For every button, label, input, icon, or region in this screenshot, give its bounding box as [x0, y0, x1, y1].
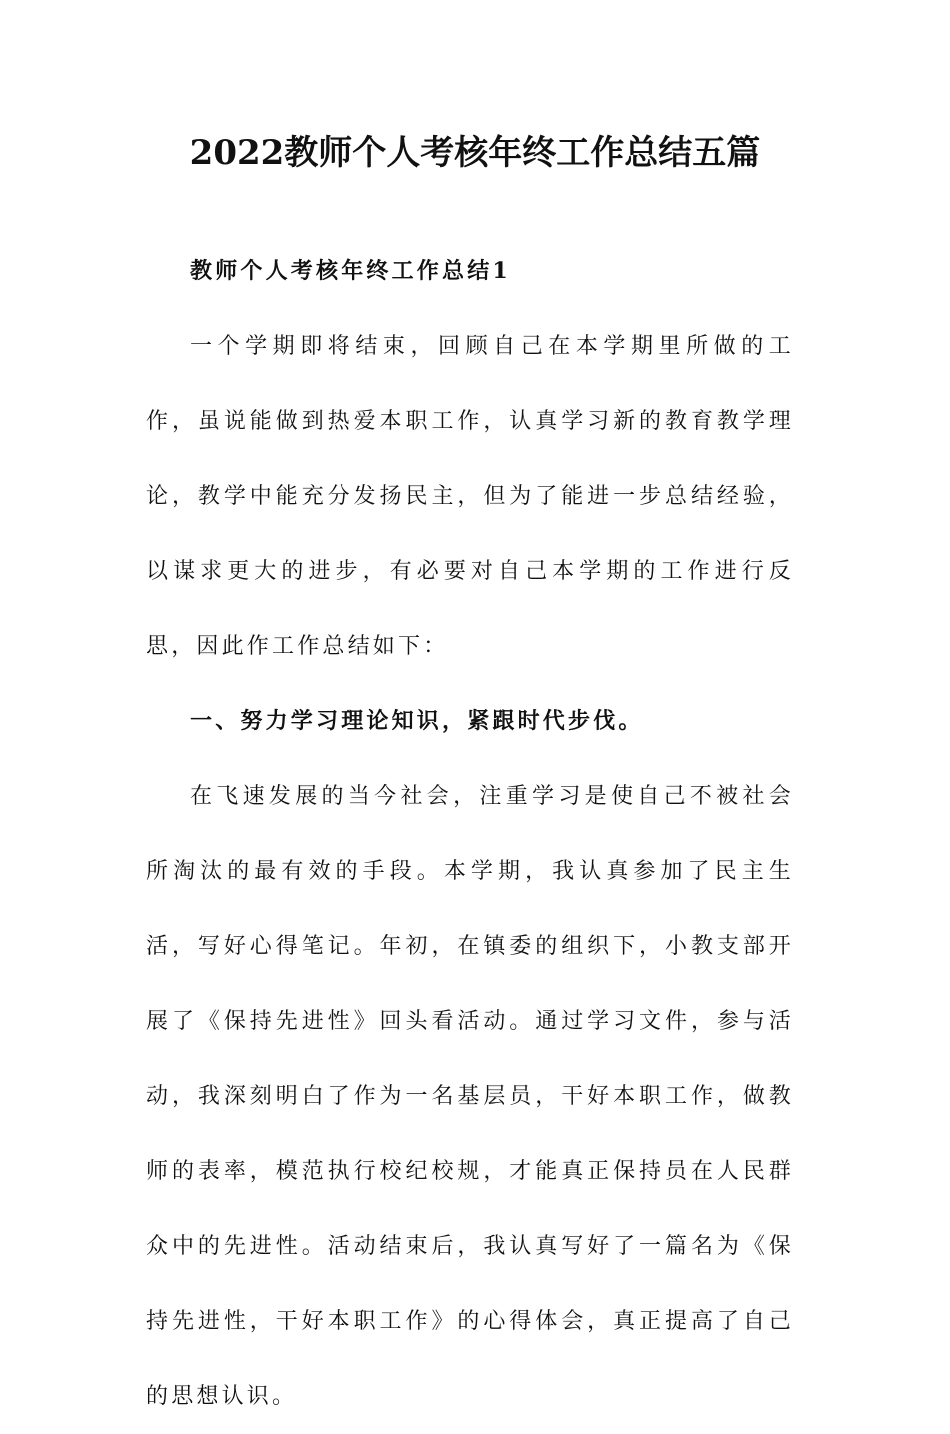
document-body	[146, 234, 794, 1434]
paragraph-study: 在飞速发展的当今社会，注重学习是使自己不被社会所淘汰的最有效的手段。本学期，我认真参加了民主生活，写好心得笔记。年初，在镇委的组织下，小教支部开展了《保持先进性》回头看活动。通过学习文件，参与活动，我深刻明白了作为一名基层员，干好本职工作，做教师的表率，模范执行校纪校规，才能真正保持员在人民群众中的先进性。活动结束后，我认真写好了一篇名为《保持先进性，干好本职工作》的心得体会，真正提高了自己的思想认识。	[146, 784, 794, 1409]
paragraph-intro: 一个学期即将结束，回顾自己在本学期里所做的工作，虽说能做到热爱本职工作，认真学习新的教育教学理论，教学中能充分发扬民主，但为了能进一步总结经验，以谋求更大的进步，有必要对自己本学期的工作进行反思，因此作工作总结如下：	[146, 334, 794, 659]
section-heading: 教师个人考核年终工作总结1	[190, 258, 511, 284]
subheading-study-theory: 一、努力学习理论知识，紧跟时代步伐。	[190, 708, 644, 734]
document-title: 2022教师个人考核年终工作总结五篇	[189, 133, 761, 173]
